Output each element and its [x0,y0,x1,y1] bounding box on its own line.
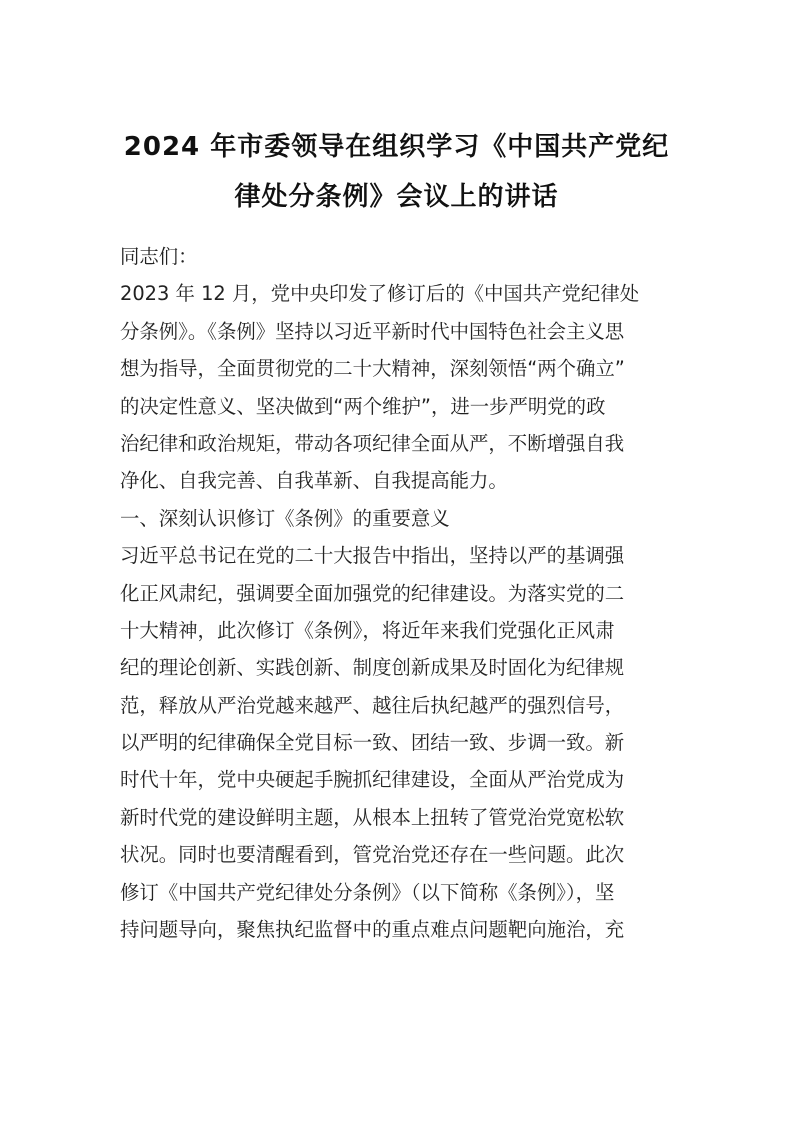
paragraph-line: 分条例》。《条例》坚持以习近平新时代中国特色社会主义思 [120,319,625,343]
paragraph-line: 的决定性意义、坚决做到“两个维护”，进一步严明党的政 [120,394,606,418]
paragraph-line: 化正风肃纪，强调要全面加强党的纪律建设。为落实党的二 [120,581,625,605]
document-body [120,238,680,948]
paragraph-line: 净化、自我完善、自我革新、自我提高能力。 [120,469,508,493]
title-line: 律处分条例》会议上的讲话 [234,182,559,212]
paragraph-line: 以严明的纪律确保全党目标一致、团结一致、步调一致。新 [120,731,625,755]
paragraph-line: 十大精神，此次修订《条例》，将近年来我们党强化正风肃 [120,618,615,642]
paragraph-line: 时代十年，党中央硬起手腕抓纪律建设，全面从严治党成为 [120,768,625,792]
paragraph-line: 持问题导向，聚焦执纪监督中的重点难点问题靶向施治，充 [120,918,625,942]
paragraph-line: 修订《中国共产党纪律处分条例》（以下简称《条例》），坚 [120,880,615,904]
paragraph-line: 新时代党的建设鲜明主题，从根本上扭转了管党治党宽松软 [120,805,625,829]
paragraph-line: 治纪律和政治规矩，带动各项纪律全面从严，不断增强自我 [120,431,625,455]
paragraph-line: 纪的理论创新、实践创新、制度创新成果及时固化为纪律规 [120,656,625,680]
title-line: 2024 年市委领导在组织学习《中国共产党纪 [123,132,670,162]
paragraph-line: 习近平总书记在党的二十大报告中指出，坚持以严的基调强 [120,544,625,568]
paragraph-line: 想为指导，全面贯彻党的二十大精神，深刻领悟“两个确立” [120,357,625,381]
document-title [100,122,693,222]
paragraph-line: 状况。同时也要清醒看到，管党治党还存在一些问题。此次 [120,843,625,867]
paragraph-line: 范，释放从严治党越来越严、越往后执纪越严的强烈信号， [120,693,625,717]
salutation: 同志们： [120,245,198,268]
paragraph-line: 2023 年 12 月，党中央印发了修订后的《中国共产党纪律处 [120,282,640,306]
section-heading: 一、深刻认识修订《条例》的重要意义 [120,506,450,530]
